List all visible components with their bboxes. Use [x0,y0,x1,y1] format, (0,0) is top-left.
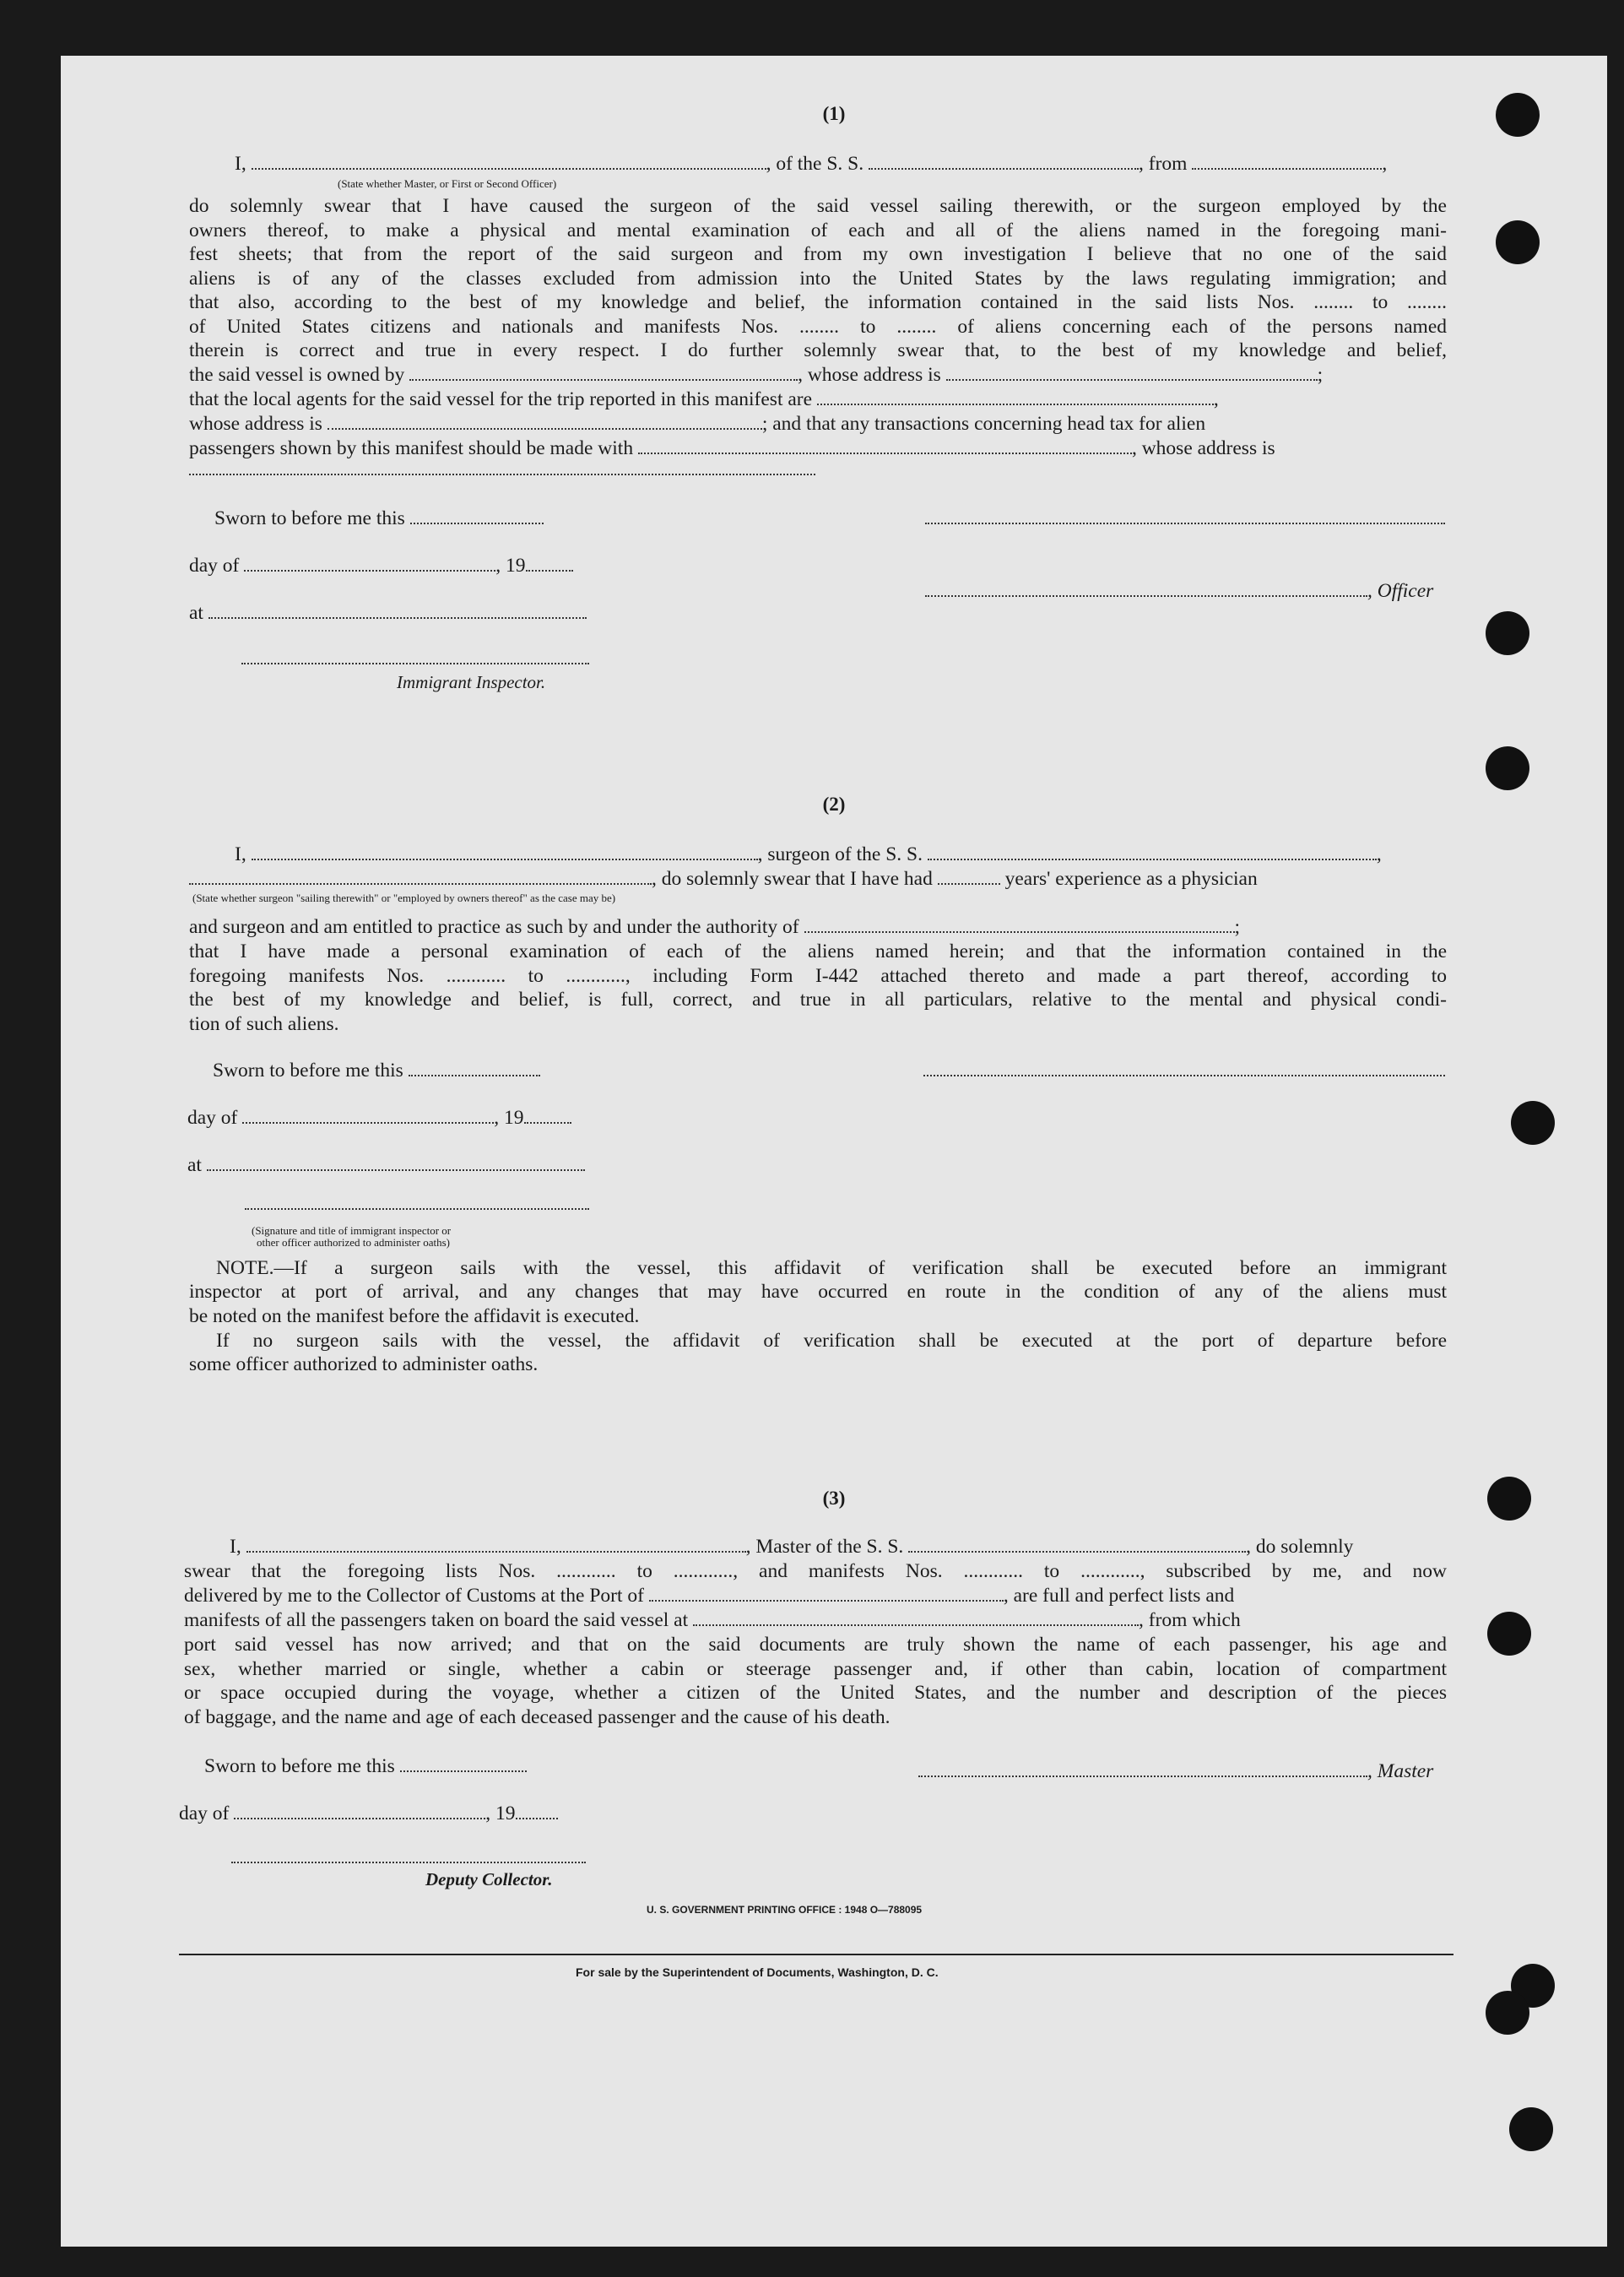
head-tax-party-field[interactable] [638,437,1132,454]
sec2-line-2: , do solemnly swear that I have had years' experience as a physician [189,867,1258,892]
month-field-2[interactable] [242,1107,494,1124]
port-field[interactable] [649,1585,1004,1602]
document-page: (1) I, , of the S. S. , from , (State whether Master, or First or Second Officer) do solemnly swear that I have caused the surgeon of the said vessel sailing therewith, or the surgeon employed by the owners thereof, to make a physical and mental examination of each and all of the aliens named in the foregoing mani- fest sheets; that from the report of the said surgeon and from my own investigation I believe that no one of the said aliens is of any of the classes excluded from admission into the United States by the laws regulating immigration; and that also, according to the best of my knowledge and belief, the information contained in the said lists Nos. ........ to ........ of United States citizens and nationals and manifests Nos. ........ to ........ of aliens concerning each of the persons named therein is correct and true in every respect. I do further solemnly swear that, to the best of my knowledge and belief, the said vessel is owned by , whose address is ; that the local agents for the said vessel for the trip reported in this manifest are , whose address is ; and that any transactions concerning head tax for alien passengers shown by this manifest should be made with , whose address is Sworn to before me this day of , 19 , Officer at Immigrant Inspector. (2) I, , surgeon of the S. S. , , do solemnly swear that I have had years' experience as a physician (State whether surgeon "sailing therewith" or "employed by owners thereof" as the case may be) and surgeon and am entitled to practice as such by and under the authority of ; that I have made a personal examination of each of the aliens named herein; and that the information contained in the foregoing manifests Nos. ............ to ............, including Form I-442 attached thereto and made a part thereof, according to the best of my knowledge and belief, is full, correct, and true in all particulars, relative to the mental and physical condi- tion of such aliens. Sworn to before me this day of , 19 at (Signature and title of immigrant inspector or other officer authorized to administer oaths) NOTE.—If a surgeon sails with the vessel, this affidavit of verification shall be executed before an immigrant inspector at port of arrival, and any changes that may have occurred en route in the condition of any of the aliens must be noted on the manifest before the affidavit is executed. If no surgeon sails with the vessel, the affidavit of verification shall be executed at the port of departure before some officer authorized to administer oaths. (3) I, , Master of the S. S. , do solemnly swear that the foregoing lists Nos. ............ to ............, and manifests Nos. ............ to ............, subscribed by me, and now delivered by me to the Collector of Customs at the Port of , are full and perfect lists and manifests of all the passengers taken on board the said vessel at , from which port said vessel has now arrived; and that on the said documents are truly shown the name of each passenger, his age and sex, whether married or single, whether a cabin or steerage passenger and, if other than cabin, location of compartment or space occupied during the voyage, whether a citizen of the United States, and the number and description of the pieces of baggage, and the name and age of each deceased passenger and the cause of his death. Sworn to before me this , Master day of , 19 Deputy Collector. U. S. GOVERNMENT PRINTING OFFICE : 1948 O—788095 For sale by the Superintendent of Documents, Washington, D. C. [61,56,1607,2247]
agents-field[interactable] [817,388,1214,405]
sec2-at: at [187,1153,585,1178]
sec2-surgeon-note: (State whether surgeon "sailing therewith" or "employed by owners thereof" as the case may be) [192,892,616,904]
from-field[interactable] [1192,153,1382,170]
agents-address-field[interactable] [328,413,762,430]
owner-field[interactable] [409,364,798,381]
sworn-day-field-3[interactable] [400,1755,527,1772]
sig-note-1: (Signature and title of immigrant inspector or [252,1224,452,1237]
sworn-day-field[interactable] [410,507,544,524]
sec1-officer-note: (State whether Master, or First or Second Officer) [338,177,557,190]
head-tax-address-field[interactable] [189,458,815,475]
authority-field[interactable] [804,916,1235,933]
sec3-master-line: , Master [918,1759,1433,1784]
sworn-day-field-2[interactable] [409,1060,540,1076]
immigrant-inspector-label: Immigrant Inspector. [397,672,546,692]
sec1-day-of: day of , 19 [189,554,573,578]
punch-hole [1487,1612,1531,1656]
surgeon-status-field[interactable] [189,868,652,885]
punch-hole [1509,2107,1553,2151]
sec3-sworn: Sworn to before me this [204,1754,527,1779]
name-field[interactable] [252,153,766,170]
year-field[interactable] [526,555,573,572]
years-field[interactable] [938,868,1000,885]
master-vessel-field[interactable] [908,1536,1246,1553]
sec3-line-1: I, , Master of the S. S. , do solemnly [230,1536,1354,1558]
punch-hole [1486,611,1529,655]
sec2-sworn: Sworn to before me this [213,1059,540,1083]
vessel-field[interactable] [869,153,1139,170]
sec1-agents-line: that the local agents for the said vessel for the trip reported in this manifest are , [189,388,1219,410]
deputy-collector-label: Deputy Collector. [425,1869,553,1889]
master-name-field[interactable] [246,1536,746,1553]
month-field-3[interactable] [234,1803,485,1819]
inspector-signature-field-2[interactable] [245,1193,589,1210]
officer-signature-field[interactable] [925,507,1445,524]
sec2-note2-last: some officer authorized to administer oaths. [189,1353,539,1375]
sec3-body: port said vessel has now arrived; and that on the said documents are truly shown the name of each passenger, his age and sex, whether married or single, whether a cabin or steerage passenger and, if other than cabin, location of compartment or space occupied during the voyage, whether a citizen of the United States, and the number and description of the pieces of baggage, and the name and age of each deceased passenger and the cause of his death. [184,1634,1447,1728]
gpo-imprint: U. S. GOVERNMENT PRINTING OFFICE : 1948 O—788095 [647,1904,923,1916]
month-field[interactable] [244,555,495,572]
sec2-day-of: day of , 19 [187,1106,571,1130]
year-field-2[interactable] [524,1107,571,1124]
sec2-note2: If no surgeon sails with the vessel, the affidavit of verification shall be executed at the port of departure before [216,1330,1447,1352]
section-3-number: (3) [822,1488,846,1509]
punch-hole [1496,220,1540,264]
master-signature-field[interactable] [918,1760,1367,1777]
boarding-port-field[interactable] [693,1609,1139,1626]
sec3-day-of: day of , 19 [179,1802,558,1826]
collector-signature-field[interactable] [231,1846,586,1863]
punch-hole [1486,1991,1529,2035]
sec1-address-line: whose address is ; and that any transactions concerning head tax for alien [189,413,1206,435]
place-field-2[interactable] [207,1154,585,1171]
footer-rule [179,1954,1453,1955]
owner-address-field[interactable] [946,364,1318,381]
sec1-body: do solemnly swear that I have caused the surgeon of the said vessel sailing therewith, or the surgeon employed by the owners thereof, to make a physical and mental examination of each and all of the aliens named in the foregoing mani- fest sheets; that from the report of the said surgeon and from my own investigation I believe that no one of the said aliens is of any of the classes excluded from admission into the United States by the laws regulating immigration; and that also, according to the best of my knowledge and belief, the information contained in the said lists Nos. ........ to ........ of United States citizens and nationals and manifests Nos. ........ to ........ of aliens concerning each of the persons named therein is correct and true in every respect. I do further solemnly swear that, to the best of my knowledge and belief, [189,195,1447,361]
sec1-passengers-line: passengers shown by this manifest should be made with , whose address is [189,437,1275,459]
section-1-number: (1) [822,103,846,124]
officer-title-field[interactable] [925,580,1367,597]
place-field[interactable] [208,602,587,619]
sec3-line-2: swear that the foregoing lists Nos. ............ to ............, and manifests Nos. ............ to ............, subscribed by me, and now [184,1560,1447,1582]
sec1-line-1: I, , of the S. S. , from , [235,153,1388,175]
sec1-from-label: , from [1139,153,1188,175]
sec1-owned-line: the said vessel is owned by , whose address is ; [189,364,1324,386]
year-field-3[interactable] [516,1803,558,1819]
sec1-officer-line: , Officer [925,579,1433,604]
sec2-body: that I have made a personal examination of each of the aliens named herein; and that the information contained in the foregoing manifests Nos. ............ to ............, including Form I-442 attached thereto and made a part thereof, according to the best of my knowledge and belief, is full, correct, and true in all particulars, relative to the mental and physical condi- tion of such aliens. [189,941,1447,1035]
surgeon-name-field[interactable] [252,843,758,860]
sec2-line-3: and surgeon and am entitled to practice as such by and under the authority of ; [189,916,1241,938]
punch-hole [1486,746,1529,790]
sec3-line-4: manifests of all the passengers taken on board the said vessel at , from which [184,1609,1241,1631]
for-sale-line: For sale by the Superintendent of Documents, Washington, D. C. [576,1965,939,1979]
sec3-line-3: delivered by me to the Collector of Customs at the Port of , are full and perfect lists and [184,1585,1235,1607]
surgeon-vessel-field[interactable] [928,843,1377,860]
sec1-i: I, [235,153,246,175]
sec1-ss-label: , of the S. S. [766,153,864,175]
section-2-number: (2) [822,794,846,815]
sig-note-2: other officer authorized to administer oaths) [257,1236,450,1249]
sec2-line-1: I, , surgeon of the S. S. , [235,843,1382,865]
surgeon-signature-field[interactable] [923,1060,1445,1076]
sec1-at: at [189,601,587,626]
inspector-signature-field[interactable] [241,648,589,664]
sec2-note: NOTE.—If a surgeon sails with the vessel, this affidavit of verification shall be executed before an immigrant [216,1257,1447,1279]
punch-hole [1511,1101,1555,1145]
sec1-sworn: Sworn to before me this [214,507,544,531]
